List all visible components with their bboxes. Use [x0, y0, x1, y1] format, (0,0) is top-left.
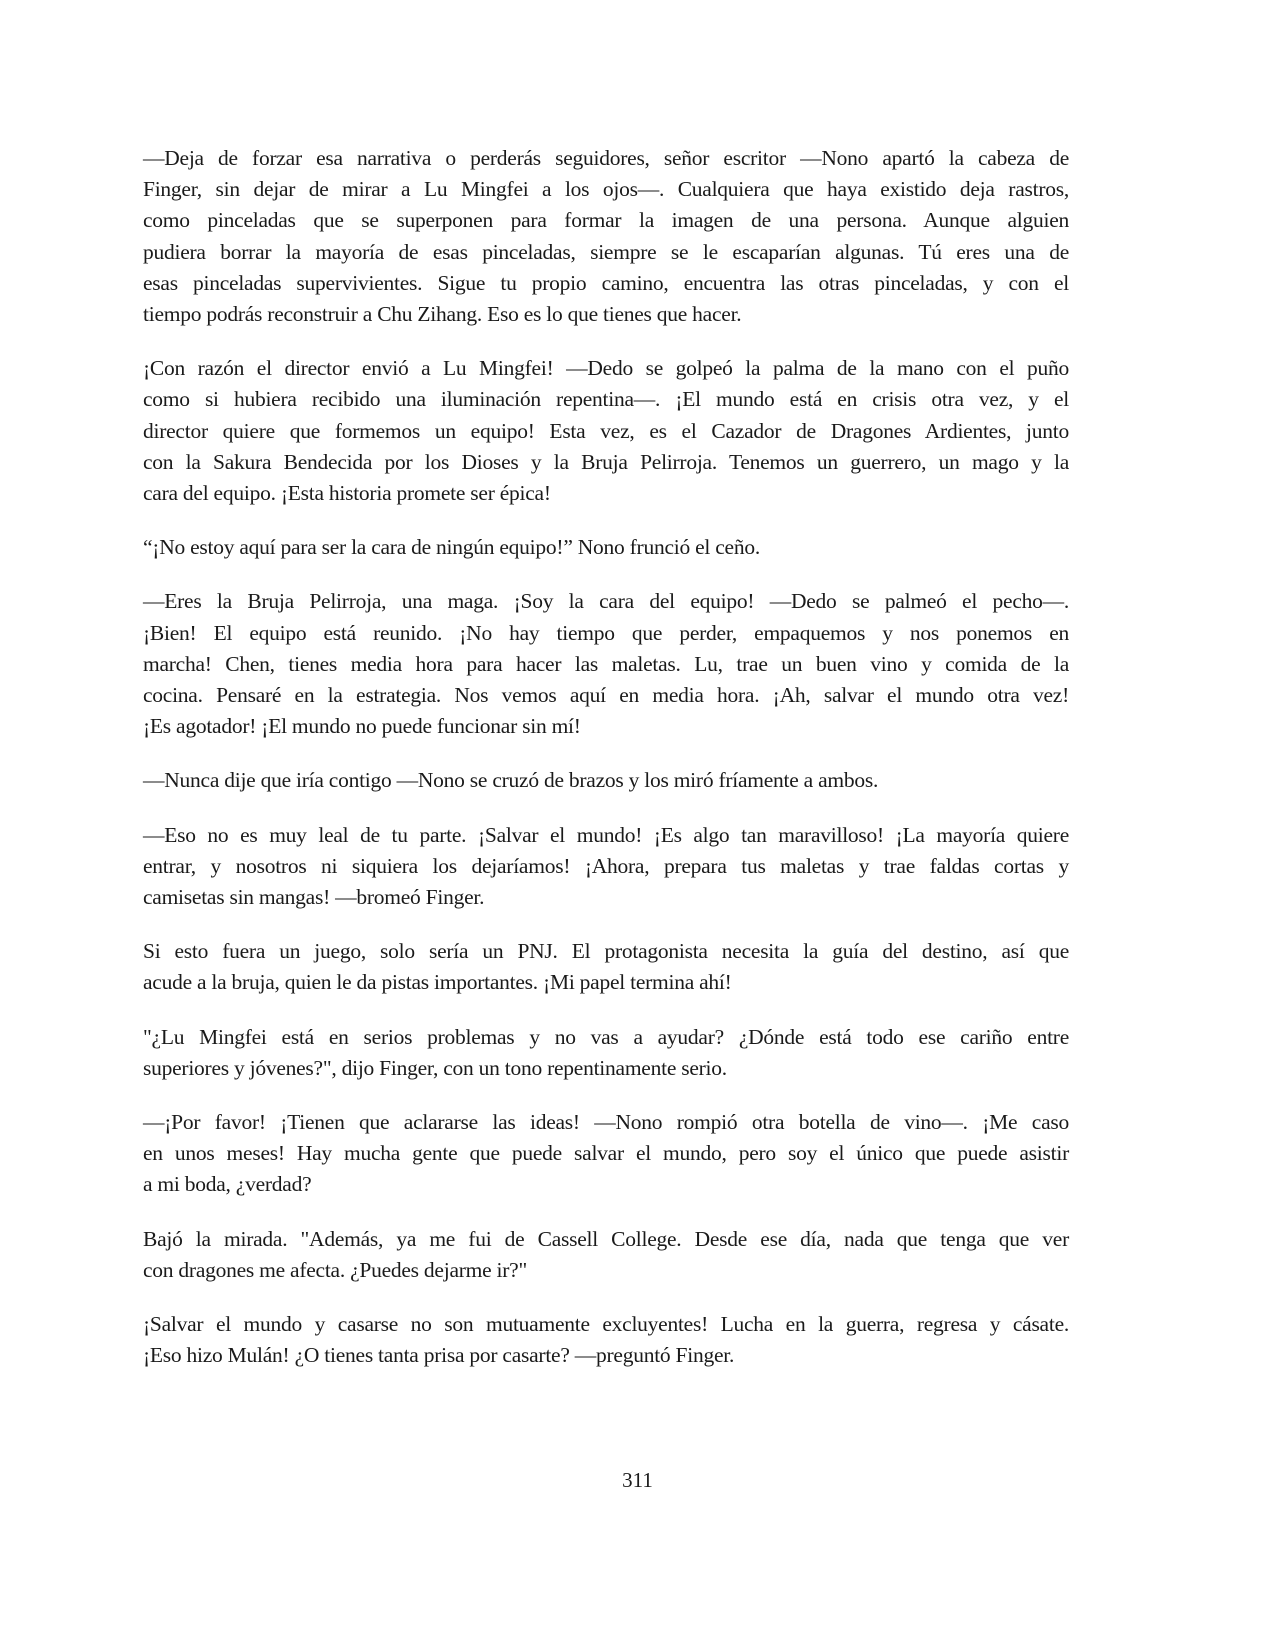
text-line: acude a la bruja, quien le da pistas importantes. ¡Mi papel termina ahí! [143, 970, 732, 995]
text-line: tiempo podrás reconstruir a Chu Zihang. Eso es lo que tienes que hacer. [143, 302, 742, 327]
text-line: pudiera borrar la mayoría de esas pinceladas, siempre se le escaparían algunas. Tú eres una de [143, 239, 1069, 264]
text-line: ¡Es agotador! ¡El mundo no puede funcionar sin mí! [143, 714, 581, 739]
text-line: en unos meses! Hay mucha gente que puede salvar el mundo, pero soy el único que puede asistir [143, 1141, 1069, 1166]
text-line: entrar, y nosotros ni siquiera los dejaríamos! ¡Ahora, prepara tus maletas y trae faldas cortas y [143, 853, 1069, 878]
text-line: esas pinceladas supervivientes. Sigue tu propio camino, encuentra las otras pinceladas, y con el [143, 270, 1069, 295]
text-line: cocina. Pensaré en la estrategia. Nos vemos aquí en media hora. ¡Ah, salvar el mundo otra vez! [143, 683, 1069, 708]
text-line: ¡Con razón el director envió a Lu Mingfei! —Dedo se golpeó la palma de la mano con el puño [143, 356, 1069, 381]
text-line: Si esto fuera un juego, solo sería un PNJ. El protagonista necesita la guía del destino, así que [143, 939, 1069, 964]
paragraph [143, 1107, 1069, 1201]
text-line: Finger, sin dejar de mirar a Lu Mingfei a los ojos—. Cualquiera que haya existido deja rastros, [143, 177, 1069, 202]
text-line: —Eso no es muy leal de tu parte. ¡Salvar el mundo! ¡Es algo tan maravilloso! ¡La mayoría quiere [143, 822, 1069, 847]
text-line: —Eres la Bruja Pelirroja, una maga. ¡Soy la cara del equipo! —Dedo se palmeó el pecho—. [143, 589, 1069, 614]
paragraph [143, 1224, 1069, 1286]
page-number: 311 [622, 1468, 653, 1492]
text-line: director quiere que formemos un equipo! Esta vez, es el Cazador de Dragones Ardientes, junto [143, 418, 1069, 443]
text-line: ¡Bien! El equipo está reunido. ¡No hay tiempo que perder, empaquemos y nos ponemos en [143, 620, 1069, 645]
text-line: como si hubiera recibido una iluminación repentina—. ¡El mundo está en crisis otra vez, y el [143, 387, 1069, 412]
paragraph [143, 820, 1069, 914]
text-line: ¡Eso hizo Mulán! ¿O tienes tanta prisa por casarte? —preguntó Finger. [143, 1343, 735, 1368]
page-body [143, 143, 1069, 1395]
paragraph [143, 532, 1069, 563]
paragraph [143, 936, 1069, 998]
text-line: camisetas sin mangas! —bromeó Finger. [143, 885, 485, 910]
paragraph [143, 1022, 1069, 1084]
paragraph [143, 586, 1069, 742]
text-line: —Nunca dije que iría contigo —Nono se cruzó de brazos y los miró fríamente a ambos. [143, 768, 879, 793]
text-line: ¡Salvar el mundo y casarse no son mutuamente excluyentes! Lucha en la guerra, regresa y cásate. [143, 1312, 1069, 1337]
text-line: con dragones me afecta. ¿Puedes dejarme ir?" [143, 1257, 527, 1282]
text-line: —Deja de forzar esa narrativa o perderás seguidores, señor escritor —Nono apartó la cabeza de [143, 146, 1069, 170]
paragraph [143, 765, 1069, 796]
text-line: superiores y jóvenes?", dijo Finger, con un tono repentinamente serio. [143, 1055, 727, 1080]
text-line: cara del equipo. ¡Esta historia promete ser épica! [143, 481, 551, 506]
paragraph [143, 353, 1069, 509]
text-line: a mi boda, ¿verdad? [143, 1172, 312, 1197]
paragraph [143, 143, 1069, 330]
text-line: Bajó la mirada. "Además, ya me fui de Cassell College. Desde ese día, nada que tenga que ver [143, 1226, 1069, 1251]
text-line: como pinceladas que se superponen para formar la imagen de una persona. Aunque alguien [143, 208, 1069, 233]
text-line: con la Sakura Bendecida por los Dioses y la Bruja Pelirroja. Tenemos un guerrero, un mago y la [143, 449, 1069, 474]
text-line: "¿Lu Mingfei está en serios problemas y no vas a ayudar? ¿Dónde está todo ese cariño entre [143, 1024, 1069, 1049]
text-line: —¡Por favor! ¡Tienen que aclararse las ideas! —Nono rompió otra botella de vino—. ¡Me caso [143, 1110, 1069, 1135]
text-line: marcha! Chen, tienes media hora para hacer las maletas. Lu, trae un buen vino y comida de la [143, 651, 1069, 676]
paragraph [143, 1309, 1069, 1371]
text-line: “¡No estoy aquí para ser la cara de ningún equipo!” Nono frunció el ceño. [143, 535, 760, 560]
